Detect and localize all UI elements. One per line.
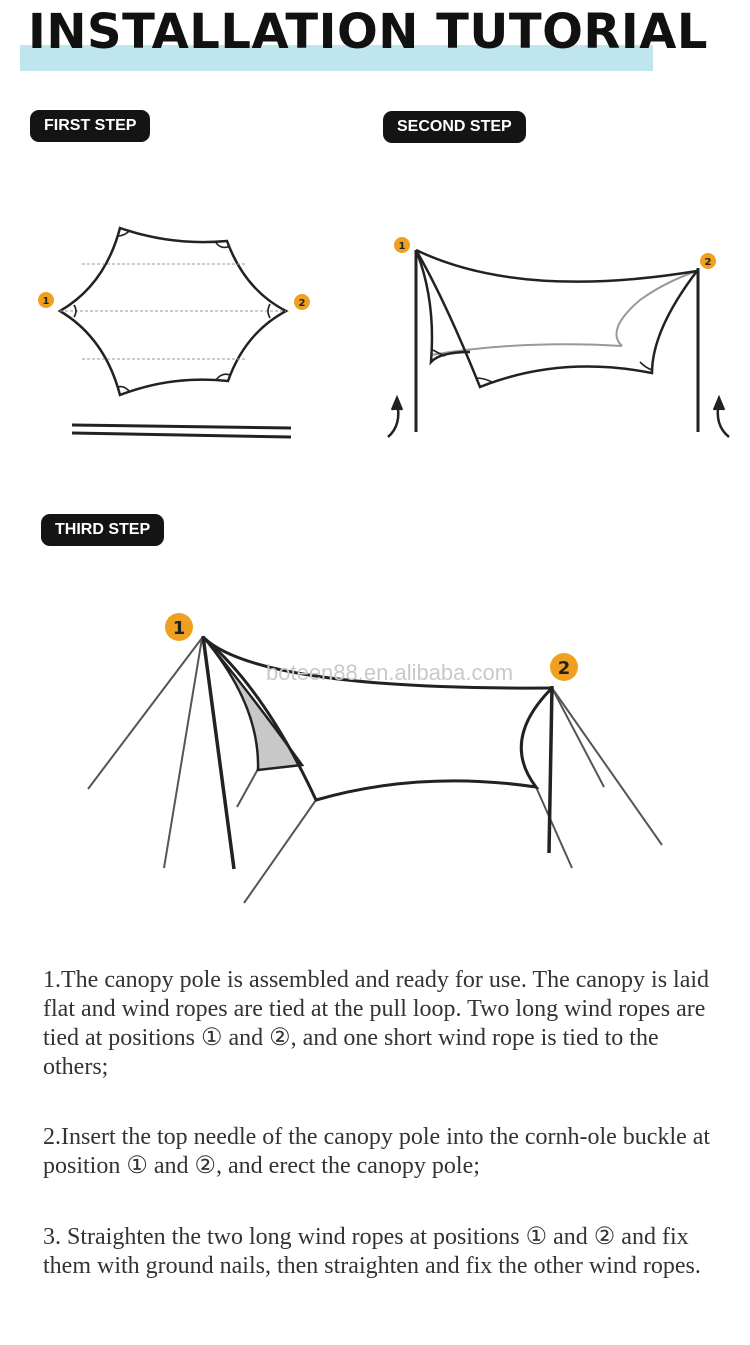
step3-marker-1 — [165, 613, 193, 641]
instruction-step-2: 2.Insert the top needle of the canopy pole into the cornh-ole buckle at position ① and ②, and erect the canopy pole; — [43, 1124, 711, 1179]
step2-marker-2-text: 2 — [704, 257, 712, 268]
step3-marker-2-text: 2 — [557, 658, 571, 679]
page-title: INSTALLATION TUTORIAL — [28, 4, 708, 60]
step2-marker-1-text: 1 — [398, 241, 406, 252]
step3-marker-2 — [550, 653, 578, 681]
instruction-step-3: 3. Straighten the two long wind ropes at positions ① and ② and fix them with ground nails, then straighten and fix the other wind ropes. — [43, 1224, 701, 1279]
step3-marker-1-text: 1 — [172, 618, 186, 639]
step-label-third: THIRD STEP — [41, 514, 164, 546]
watermark: boteen88.en.alibaba.com — [266, 660, 514, 685]
instruction-step-1: 1.The canopy pole is assembled and ready for use. The canopy is laid flat and wind ropes are tied at the pull loop. Two long wind ropes are tied at positions ① and ②, and one short wind rope is tied to the others; — [43, 967, 710, 1080]
step1-marker-1-text: 1 — [42, 296, 50, 307]
step1-marker-2-text: 2 — [298, 298, 306, 309]
step-label-first: FIRST STEP — [30, 110, 150, 142]
step-label-second: SECOND STEP — [383, 111, 526, 143]
